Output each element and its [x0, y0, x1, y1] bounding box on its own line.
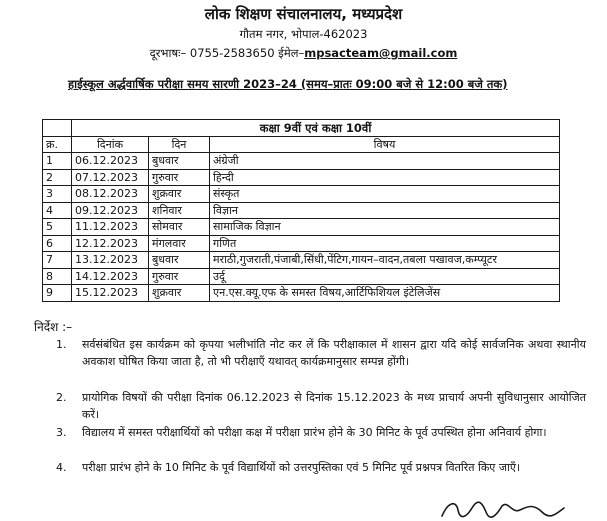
instruction-item — [56, 389, 586, 423]
email-address: mpsacteam@gmail.com — [304, 46, 458, 60]
cell-no: 7 — [43, 252, 72, 269]
cell-subject: अंग्रेजी — [210, 153, 560, 170]
table-row — [43, 235, 560, 252]
instruction-item — [56, 459, 586, 476]
email-label: ईमेल– — [278, 46, 305, 60]
table-row — [43, 153, 560, 170]
cell-date: 14.12.2023 — [72, 268, 149, 285]
cell-no: 8 — [43, 268, 72, 285]
timetable-title: हाईस्कूल अर्द्धवार्षिक परीक्षा समय सारणी 2023–24 (समय–प्रातः 09:00 बजे से 12:00 बजे तक) — [68, 77, 508, 91]
col-header-no: क्र. — [43, 137, 72, 153]
table-row — [43, 252, 560, 269]
instruction-text: प्रायोगिक विषयों की परीक्षा दिनांक 06.12.2023 से दिनांक 15.12.2023 के मध्य प्राचार्य अपनी सुविधानुसार आयोजित करें। — [82, 391, 586, 421]
cell-day: बुधवार — [149, 153, 210, 170]
cell-date: 11.12.2023 — [72, 219, 149, 236]
office-address: गौतम नगर, भोपाल-462023 — [239, 27, 368, 41]
cell-no: 1 — [43, 153, 72, 170]
cell-day: सोमवार — [149, 219, 210, 236]
instruction-number: 1. — [56, 338, 67, 351]
instruction-item — [56, 424, 586, 441]
cell-subject: उर्दू — [210, 268, 560, 285]
cell-no: 3 — [43, 186, 72, 203]
instruction-number: 3. — [56, 426, 67, 439]
cell-subject: गणित — [210, 235, 560, 252]
phone-label: दूरभाषः– — [149, 46, 187, 60]
blank-corner-cell — [43, 120, 72, 137]
signature-icon — [438, 496, 568, 520]
cell-date: 15.12.2023 — [72, 285, 149, 302]
office-name: लोक शिक्षण संचालनालय, मध्यप्रदेश — [204, 5, 403, 23]
phone-number: 0755-2583650 — [189, 46, 275, 60]
cell-no: 9 — [43, 285, 72, 302]
cell-date: 07.12.2023 — [72, 169, 149, 186]
instruction-number: 4. — [56, 461, 67, 474]
table-row — [43, 202, 560, 219]
cell-day: गुरुवार — [149, 169, 210, 186]
col-header-day: दिन — [149, 137, 210, 153]
instruction-text: विद्यालय में समस्त परीक्षार्थियों को परीक्षा कक्ष में परीक्षा प्रारंभ होने के 30 मिनिट के पूर्व उपस्थित होना अनिवार्य होगा। — [82, 426, 547, 439]
cell-date: 13.12.2023 — [72, 252, 149, 269]
cell-day: शुक्रवार — [149, 285, 210, 302]
cell-date: 06.12.2023 — [72, 153, 149, 170]
instruction-number: 2. — [56, 391, 67, 404]
cell-subject: सामाजिक विज्ञान — [210, 219, 560, 236]
cell-day: गुरुवार — [149, 268, 210, 285]
cell-subject: विज्ञान — [210, 202, 560, 219]
instruction-item — [56, 336, 586, 370]
cell-date: 12.12.2023 — [72, 235, 149, 252]
cell-no: 2 — [43, 169, 72, 186]
cell-day: बुधवार — [149, 252, 210, 269]
table-row — [43, 285, 560, 302]
contact-line — [0, 46, 607, 61]
cell-subject: एन.एस.क्यू.एफ के समस्त विषय,आर्टिफिशियल इंटेलिजेंस — [210, 285, 560, 302]
col-header-date: दिनांक — [72, 137, 149, 153]
instruction-text: परीक्षा प्रारंभ होने के 10 मिनिट के पूर्व विद्यार्थियों को उत्तरपुस्तिका एवं 5 मिनिट पूर्व प्रश्नपत्र वितरित किए जाएँ। — [82, 461, 521, 474]
cell-day: शनिवार — [149, 202, 210, 219]
cell-day: मंगलवार — [149, 235, 210, 252]
cell-no: 5 — [43, 219, 72, 236]
table-row — [43, 169, 560, 186]
cell-date: 08.12.2023 — [72, 186, 149, 203]
table-row — [43, 268, 560, 285]
class-group-heading: कक्षा 9वीं एवं कक्षा 10वीं — [72, 120, 560, 137]
instructions-label: निर्देश :– — [34, 320, 73, 334]
cell-date: 09.12.2023 — [72, 202, 149, 219]
cell-subject: मराठी,गुजराती,पंजाबी,सिंधी,पेंटिग,गायन–वादन,तबला पखावज,कम्प्यूटर — [210, 252, 560, 269]
cell-day: शुक्रवार — [149, 186, 210, 203]
cell-no: 4 — [43, 202, 72, 219]
instruction-text: सर्वसंबंधित इस कार्यक्रम को कृपया भलीभांति नोट कर लें कि परीक्षाकाल में शासन द्वारा यदि कोई सार्वजनिक अथवा स्थानीय अवकाश घोषित किया जाता है, तो भी परीक्षाएँ यथावत् कार्यक्रमानुसार सम्पन्न होंगी। — [82, 338, 586, 368]
table-row — [43, 186, 560, 203]
exam-timetable — [42, 119, 560, 302]
table-row — [43, 219, 560, 236]
col-header-subject: विषय — [210, 137, 560, 153]
cell-subject: हिन्दी — [210, 169, 560, 186]
cell-subject: संस्कृत — [210, 186, 560, 203]
cell-no: 6 — [43, 235, 72, 252]
